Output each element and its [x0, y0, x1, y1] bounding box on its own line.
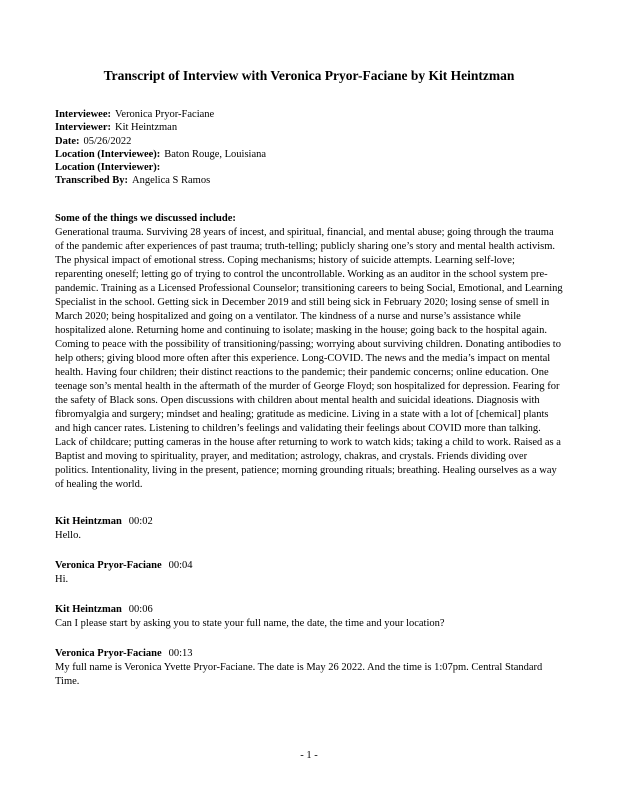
- dialogue-entry: [55, 515, 563, 543]
- metadata-label: Interviewer:: [55, 122, 111, 134]
- summary-heading: Some of the things we discussed include:: [55, 212, 236, 224]
- dialogue-entry: [55, 603, 563, 631]
- metadata-value: Veronica Pryor-Faciane: [114, 109, 215, 120]
- timestamp: 00:06: [128, 603, 153, 615]
- metadata-label: Location (Interviewer):: [55, 162, 161, 174]
- utterance-text: Hi.: [55, 573, 69, 585]
- metadata-label: Interviewee:: [55, 109, 111, 120]
- metadata-block: [55, 108, 563, 188]
- speaker-name: Kit Heintzman: [55, 603, 122, 615]
- metadata-row-location-interviewer: [55, 161, 563, 174]
- speaker-line: [55, 559, 563, 573]
- speaker-name: Veronica Pryor-Faciane: [55, 559, 162, 571]
- speaker-line: [55, 515, 563, 529]
- dialogue-entry: [55, 647, 563, 689]
- dialogue-section: [55, 515, 563, 689]
- timestamp: 00:04: [168, 559, 193, 571]
- timestamp: 00:13: [168, 647, 193, 659]
- metadata-label: Location (Interviewee):: [55, 148, 161, 160]
- timestamp: 00:02: [128, 515, 153, 527]
- metadata-row-date: [55, 135, 563, 148]
- metadata-value: Baton Rouge, Louisiana: [164, 148, 267, 160]
- summary-section: [55, 212, 563, 492]
- dialogue-entry: [55, 559, 563, 587]
- utterance-text: Can I please start by asking you to state your full name, the date, the time and your location?: [55, 617, 445, 629]
- speaker-line: [55, 647, 563, 661]
- metadata-value: 05/26/2022: [83, 135, 132, 147]
- utterance-text: Hello.: [55, 529, 81, 541]
- metadata-label: Date:: [55, 135, 80, 147]
- metadata-row-location-interviewee: [55, 148, 563, 161]
- utterance-text: My full name is Veronica Yvette Pryor-Faciane. The date is May 26 2022. And the time is 1:07pm. Central Standard Time.: [55, 661, 543, 687]
- metadata-label: Transcribed By:: [55, 175, 129, 187]
- speaker-name: Kit Heintzman: [55, 515, 122, 527]
- metadata-value: Kit Heintzman: [114, 122, 178, 134]
- metadata-row-transcribed-by: [55, 174, 563, 187]
- page-number: - 1 -: [300, 750, 318, 761]
- metadata-row-interviewer: [55, 121, 563, 134]
- metadata-row-interviewee: [55, 108, 563, 121]
- speaker-name: Veronica Pryor-Faciane: [55, 647, 162, 659]
- page-title: Transcript of Interview with Veronica Pryor-Faciane by Kit Heintzman: [103, 68, 515, 83]
- metadata-value: Angelica S Ramos: [132, 175, 211, 187]
- speaker-line: [55, 603, 563, 617]
- summary-text: Generational trauma. Surviving 28 years of incest, and spiritual, financial, and mental abuse; going through the trauma of the pandemic after experiences of past trauma; truth-telling; publicly sharing one’s story and mental health activism. The physical impact of emotional stress. Coping mechanisms; history of suicide attempts. Learning self-love; reparenting oneself; letting go of trying to control the uncontrollable. Working as an auditor in the school system pre-pandemic. Training as a Licensed Professional Counselor; transitioning careers to being Social, Emotional, and Learning Specialist in the school. Getting sick in December 2019 and still being sick in February 2020; losing sense of smell in March 2020; being hospitalized and going on a ventilator. The kindness of a nurse and nurse’s assistance while hospitalized alone. Returning home and continuing to isolate; masking in the house; going back to the hospital again. Coming to peace with the possibility of transitioning/passing; worrying about surviving children. Donating antibodies to help others; giving blood more often after this experience. Long-COVID. The news and the media’s impact on mental health. Having four children; their distinct reactions to the pandemic; their pandemic concerns; online education. One teenage son’s mental health in the aftermath of the murder of George Floyd; son hospitalized for depression. Fearing for the safety of Black sons. Open discussions with children about mental health and suicidal ideations. Diagnosis with fibromyalgia and surgery; mindset and healing; gratitude as medicine. Living in a state with a lot of [chemical] plants and high cancer rates. Listening to children’s feelings and validating their feelings about COVID more than talking. Lack of childcare; putting cameras in the house after returning to work to watch kids; taking a child to work. Raised as a Baptist and moving to spirituality, prayer, and meditation; astrology, chakras, and crystals. Friends dividing over politics. Intentionality, living in the present, patience; morning grounding rituals; breathing. Healing ourselves as a way of healing the world.: [55, 226, 563, 490]
